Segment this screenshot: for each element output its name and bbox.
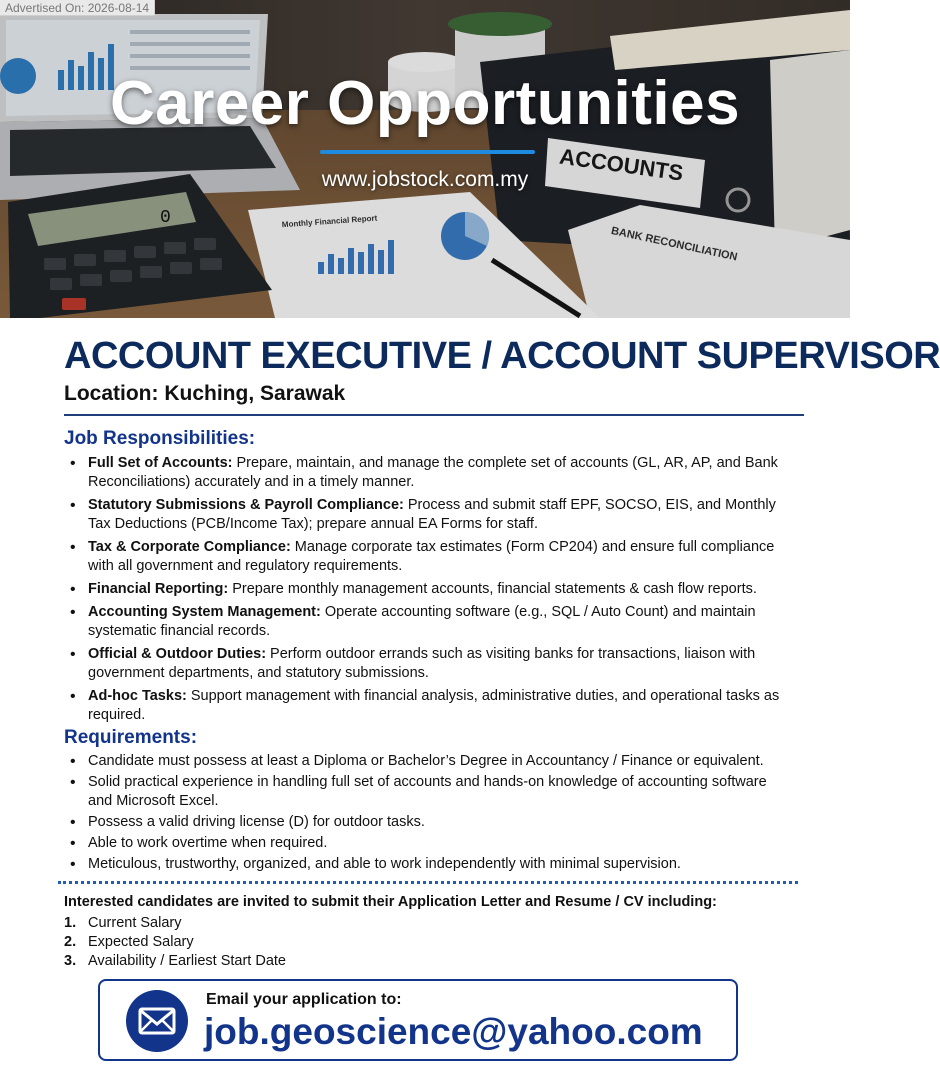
responsibility-label: Full Set of Accounts: [88, 455, 233, 471]
requirement-item: • Candidate must possess at least a Diploma or Bachelor’s Degree in Accountancy / Finance or equivalent. [64, 752, 784, 771]
job-location: Location: Kuching, Sarawak [64, 382, 346, 405]
responsibility-text: Perform outdoor errands such as visiting banks for transactions, liaison with government departments, and statutory submissions. [88, 646, 756, 681]
hero-underline [320, 150, 535, 154]
responsibility-label: Tax & Corporate Compliance: [88, 539, 291, 555]
item-text: Expected Salary [88, 934, 194, 950]
requirement-item: • Meticulous, trustworthy, organized, and able to work independently with minimal supervision. [64, 855, 784, 874]
responsibility-text: Process and submit staff EPF, SOCSO, EIS, and Monthly Tax Deductions (PCB/Income Tax); prepare annual EA Forms for staff. [88, 497, 776, 532]
responsibility-label: Accounting System Management: [88, 604, 321, 620]
requirement-item: • Possess a valid driving license (D) for outdoor tasks. [64, 813, 784, 832]
responsibility-text: Manage corporate tax estimates (Form CP204) and ensure full compliance with all government and regulatory requirements. [88, 539, 775, 574]
job-title: ACCOUNT EXECUTIVE / ACCOUNT SUPERVISOR [64, 335, 940, 377]
responsibility-label: Official & Outdoor Duties: [88, 646, 267, 662]
responsibility-item [64, 496, 784, 534]
responsibility-label: Financial Reporting: [88, 581, 229, 597]
responsibility-text: Operate accounting software (e.g., SQL / Auto Count) and maintain systematic financial records. [88, 604, 756, 639]
responsibility-label: Ad-hoc Tasks: [88, 688, 187, 704]
responsibility-text: Prepare, maintain, and manage the complete set of accounts (GL, AR, AP, and Bank Reconciliations) accurately and in a timely manner. [88, 455, 778, 490]
item-number: 3. [64, 953, 77, 969]
responsibility-item [64, 454, 784, 492]
hero-banner [0, 0, 850, 318]
responsibility-item [64, 603, 784, 641]
item-text: Availability / Earliest Start Date [88, 953, 286, 969]
envelope-icon [126, 990, 188, 1052]
requirements-heading: Requirements: [64, 727, 198, 748]
application-items-list [64, 914, 286, 971]
responsibility-text: Prepare monthly management accounts, financial statements & cash flow reports. [228, 581, 757, 597]
advertised-date: Advertised On: 2026-08-14 [0, 0, 155, 16]
hero-title: Career Opportunities [109, 69, 741, 138]
responsibility-item [64, 687, 784, 725]
responsibilities-heading: Job Responsibilities: [64, 428, 256, 449]
responsibility-item [64, 580, 784, 599]
office-desk-illustration [0, 0, 850, 318]
email-label: Email your application to: [206, 991, 402, 1008]
responsibility-text: Support management with financial analysis, administrative duties, and operational tasks as required. [88, 688, 780, 723]
item-number: 2. [64, 934, 77, 950]
item-number: 1. [64, 915, 77, 931]
requirement-item: • Able to work overtime when required. [64, 834, 784, 853]
application-intro: Interested candidates are invited to submit their Application Letter and Resume / CV including: [64, 894, 717, 910]
requirement-item: • Solid practical experience in handling full set of accounts and hands-on knowledge of accounting software and Microsoft Excel. [64, 773, 784, 811]
email-address-link[interactable]: job.geoscience@yahoo.com [204, 1011, 703, 1052]
item-text: Current Salary [88, 915, 182, 931]
responsibility-item [64, 645, 784, 683]
email-application-box [98, 979, 738, 1061]
application-item [64, 914, 286, 933]
divider [64, 414, 804, 416]
dotted-divider [58, 881, 798, 884]
application-item [64, 933, 286, 952]
responsibility-item [64, 538, 784, 576]
responsibilities-list [64, 454, 784, 729]
application-item [64, 952, 286, 971]
requirements-list [64, 752, 784, 876]
responsibility-label: Statutory Submissions & Payroll Compliance: [88, 497, 404, 513]
website-link[interactable]: www.jobstock.com.my [321, 168, 529, 191]
